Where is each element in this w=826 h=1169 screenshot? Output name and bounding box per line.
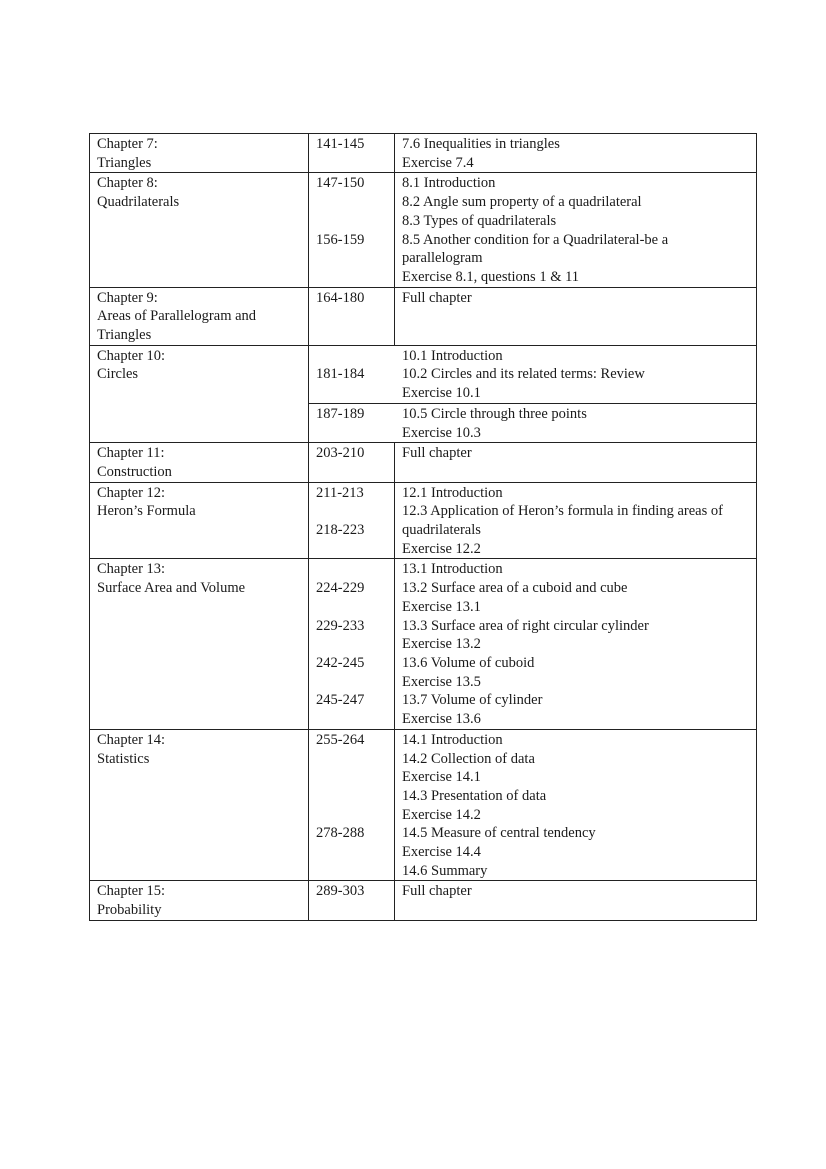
chapter-label: Chapter 9:: [97, 289, 158, 306]
pages-cell: [309, 881, 395, 920]
topic-line: 13.7 Volume of cylinder: [402, 692, 543, 709]
page-range: 164-180: [316, 289, 365, 306]
topic-line: Exercise 14.1: [402, 769, 481, 786]
topic-line: 7.6 Inequalities in triangles: [402, 136, 560, 152]
page-range: [316, 768, 387, 787]
pages-cell: [309, 482, 395, 559]
topic-line: 8.5 Another condition for a Quadrilateral-be a parallelogram: [402, 231, 669, 267]
topic-line: 10.5 Circle through three points: [402, 405, 587, 422]
topic-line: Exercise 12.2: [402, 540, 481, 557]
sub-row: [309, 346, 756, 404]
topic-line: Exercise 10.3: [402, 424, 481, 441]
chapter-label: Circles: [97, 366, 139, 383]
pages-cell: [309, 287, 395, 345]
page-range: 245-247: [316, 692, 365, 709]
page-range: [316, 598, 387, 617]
page-range: 278-288: [316, 825, 365, 842]
sub-table: [309, 346, 756, 443]
page-range: 211-213: [316, 484, 364, 501]
page-range: 187-189: [316, 405, 365, 422]
syllabus-table-body: [90, 134, 757, 921]
topic-line: Exercise 13.6: [402, 711, 481, 728]
chapter-cell: [90, 443, 309, 482]
topic-line: 10.2 Circles and its related terms: Review: [402, 366, 645, 383]
page-range: [316, 502, 387, 521]
chapter-label: Quadrilaterals: [97, 194, 180, 211]
chapter-label: Triangles: [97, 154, 152, 171]
topic-line: 13.3 Surface area of right circular cylinder: [402, 617, 649, 634]
topic-line: Full chapter: [402, 883, 472, 900]
chapter-cell: [90, 482, 309, 559]
topics-cell: [395, 173, 757, 287]
topic-line: 12.3 Application of Heron’s formula in finding areas of quadrilaterals: [402, 503, 723, 539]
pages-cell: [309, 346, 395, 404]
pages-cell: [309, 443, 395, 482]
topics-cell: [395, 134, 757, 173]
topic-line: 13.1 Introduction: [402, 561, 503, 578]
chapter-label: Chapter 8:: [97, 175, 158, 192]
chapter-label: Chapter 12:: [97, 484, 166, 501]
table-row: [90, 287, 757, 345]
page-range: 156-159: [316, 231, 365, 248]
chapter-label: Heron’s Formula: [97, 503, 196, 520]
topic-line: Exercise 14.2: [402, 806, 481, 823]
chapter-label: Chapter 13:: [97, 561, 166, 578]
topic-line: Exercise 13.5: [402, 673, 481, 690]
page-range: [316, 212, 387, 231]
topic-line: Exercise 14.4: [402, 844, 481, 861]
topics-cell: [395, 443, 757, 482]
table-row: [90, 482, 757, 559]
page-range: [316, 806, 387, 825]
chapter-label: Chapter 15:: [97, 883, 166, 900]
pages-cell: [309, 403, 395, 442]
chapter-cell: [90, 345, 309, 443]
topics-cell: [395, 482, 757, 559]
chapter-cell: [90, 173, 309, 287]
page-range: [316, 635, 387, 654]
table-row: [90, 729, 757, 881]
page-range: [316, 347, 388, 366]
sub-rows-cell: [309, 345, 757, 443]
table-row: [90, 134, 757, 173]
chapter-cell: [90, 559, 309, 729]
topic-line: 10.1 Introduction: [402, 347, 503, 364]
chapter-label: Chapter 10:: [97, 347, 166, 364]
topic-line: 8.1 Introduction: [402, 175, 496, 192]
page-range: [316, 787, 387, 806]
topic-line: Exercise 7.4: [402, 154, 474, 171]
page-range: [316, 193, 387, 212]
topics-cell: [395, 559, 757, 729]
chapter-label: Probability: [97, 902, 162, 919]
chapter-cell: [90, 134, 309, 173]
topic-line: 13.6 Volume of cuboid: [402, 654, 535, 671]
topic-line: Exercise 13.2: [402, 636, 481, 653]
page-range: [316, 673, 387, 692]
topic-line: 14.3 Presentation of data: [402, 787, 547, 804]
chapter-label: Chapter 14:: [97, 731, 166, 748]
topic-line: 12.1 Introduction: [402, 484, 503, 501]
chapter-label: Surface Area and Volume: [97, 580, 246, 597]
topic-line: Full chapter: [402, 445, 472, 462]
page-range: 229-233: [316, 617, 365, 634]
page-range: 147-150: [316, 175, 365, 192]
page-range: 141-145: [316, 136, 365, 152]
table-row: [90, 345, 757, 443]
topic-line: 14.5 Measure of central tendency: [402, 825, 596, 842]
pages-cell: [309, 559, 395, 729]
page-range: [316, 750, 387, 769]
pages-cell: [309, 134, 395, 173]
chapter-cell: [90, 881, 309, 920]
page-range: 289-303: [316, 883, 365, 900]
sub-row: [309, 403, 756, 442]
chapter-cell: [90, 287, 309, 345]
topic-line: 14.1 Introduction: [402, 731, 503, 748]
table-row: [90, 881, 757, 920]
topic-line: 14.2 Collection of data: [402, 750, 535, 767]
topic-line: Full chapter: [402, 289, 472, 306]
topics-cell: [395, 881, 757, 920]
table-row: [90, 559, 757, 729]
pages-cell: [309, 173, 395, 287]
topics-cell: [395, 729, 757, 881]
table-row: [90, 173, 757, 287]
page-range: 224-229: [316, 580, 365, 597]
page-range: 181-184: [316, 366, 365, 383]
table-row: [90, 443, 757, 482]
topic-line: 8.3 Types of quadrilaterals: [402, 212, 557, 229]
topic-line: Exercise 10.1: [402, 385, 481, 402]
topic-line: 8.2 Angle sum property of a quadrilateral: [402, 194, 642, 211]
syllabus-table: [89, 133, 757, 921]
chapter-label: Construction: [97, 463, 172, 480]
page-range: [316, 560, 387, 579]
page-range: 203-210: [316, 445, 365, 462]
chapter-label: Chapter 7:: [97, 136, 158, 152]
page-range: 218-223: [316, 522, 365, 539]
chapter-label: Areas of Parallelogram and Triangles: [97, 308, 257, 344]
chapter-cell: [90, 729, 309, 881]
pages-cell: [309, 729, 395, 881]
topic-line: Exercise 13.1: [402, 598, 481, 615]
chapter-label: Chapter 11:: [97, 445, 165, 462]
topic-line: Exercise 8.1, questions 1 & 11: [402, 268, 580, 285]
topic-line: 14.6 Summary: [402, 862, 488, 879]
chapter-label: Statistics: [97, 750, 150, 767]
topics-cell: [395, 287, 757, 345]
topics-cell: [395, 403, 756, 442]
topic-line: 13.2 Surface area of a cuboid and cube: [402, 580, 628, 597]
page-range: 242-245: [316, 654, 365, 671]
page-range: 255-264: [316, 731, 365, 748]
topics-cell: [395, 346, 756, 404]
